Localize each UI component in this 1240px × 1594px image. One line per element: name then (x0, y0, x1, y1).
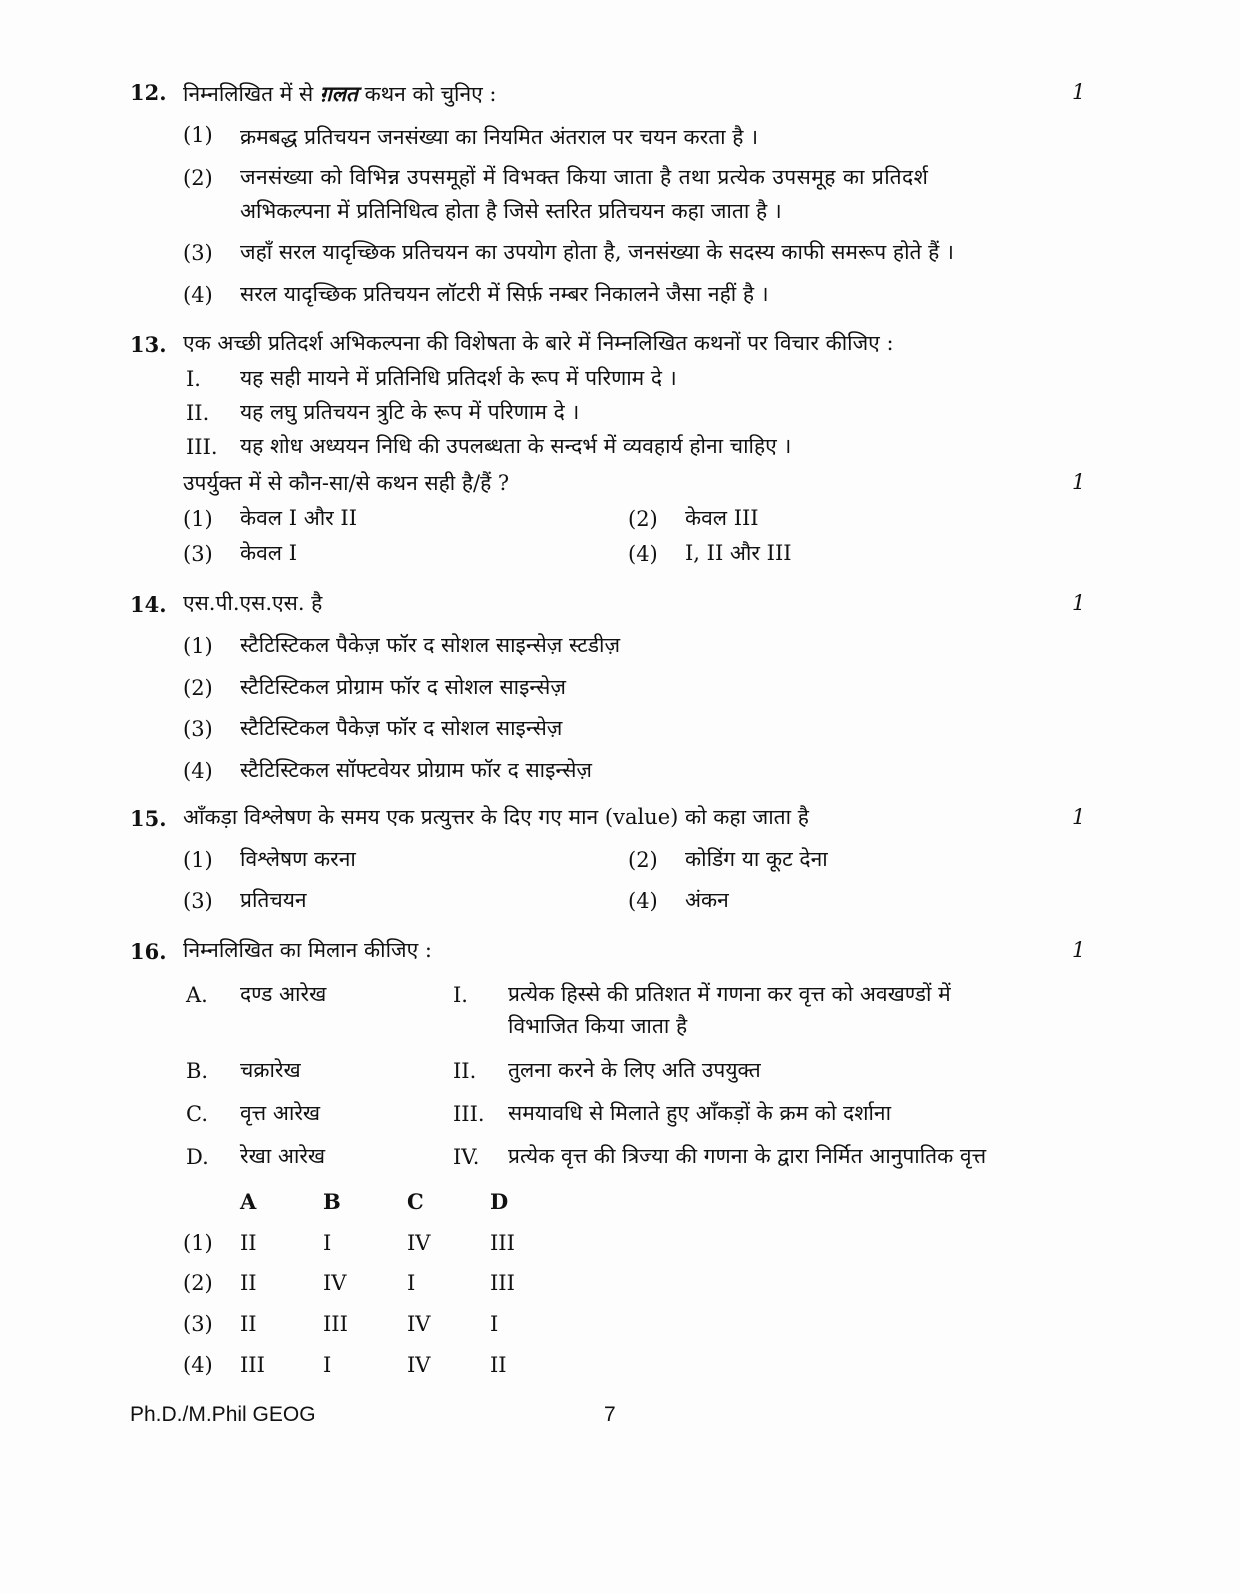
question-text: निम्नलिखित में से ग़लत कथन को चुनिए : (183, 81, 497, 106)
option-text: स्टैटिस्टिकल प्रोग्राम फॉर द सोशल साइन्सेज़ (240, 675, 566, 699)
statement-text: यह शोध अध्ययन निधि की उपलब्धता के सन्दर्भ में व्यवहार्य होना चाहिए । (240, 434, 792, 458)
option-text: प्रतिचयन (240, 888, 307, 912)
marks: 1 (1072, 938, 1086, 962)
statement-number: I. (186, 367, 201, 391)
option-number: (4) (183, 759, 213, 783)
question-text: निम्नलिखित का मिलान कीजिए : (183, 938, 432, 962)
statement-text: यह लघु प्रतिचयन त्रुटि के रूप में परिणाम दे । (240, 400, 580, 424)
list-2-item: प्रत्येक हिस्से की प्रतिशत में गणना कर वृत्त को अवखण्डों में (508, 982, 951, 1006)
table-cell: I (490, 1312, 499, 1336)
option-number: (2) (628, 848, 658, 872)
list-1-item: दण्ड आरेख (240, 982, 327, 1006)
list-2-item: तुलना करने के लिए अति उपयुक्त (508, 1058, 761, 1082)
option-number: (4) (183, 283, 213, 307)
list-2-item: प्रत्येक वृत्त की त्रिज्या की गणना के द्वारा निर्मित आनुपातिक वृत्त (508, 1144, 987, 1168)
list-2-label: I. (453, 983, 468, 1007)
table-cell: I (323, 1353, 332, 1377)
statement-number: II. (186, 401, 210, 425)
page-number: 7 (604, 1403, 616, 1426)
option-number: (4) (628, 542, 658, 566)
table-cell: II (240, 1312, 257, 1336)
marks: 1 (1072, 591, 1086, 615)
table-header: A (240, 1189, 257, 1214)
option-text: अंकन (685, 888, 729, 912)
option-number: (1) (183, 123, 213, 147)
table-cell: III (490, 1271, 515, 1295)
option-number: (4) (628, 889, 658, 913)
row-number: (2) (183, 1271, 213, 1295)
option-text: केवल I (240, 541, 298, 565)
emphasis-text: ग़लत (319, 81, 358, 106)
option-text-continued: अभिकल्पना में प्रतिनिधित्व होता है जिसे स्तरित प्रतिचयन कहा जाता है । (240, 199, 782, 223)
list-2-label: III. (453, 1102, 485, 1126)
table-cell: IV (407, 1353, 431, 1377)
option-text: सरल यादृच्छिक प्रतिचयन लॉटरी में सिर्फ़ नम्बर निकालने जैसा नहीं है । (240, 282, 769, 306)
table-cell: III (490, 1231, 515, 1255)
list-1-item: वृत्त आरेख (240, 1101, 321, 1125)
list-1-label: D. (186, 1145, 209, 1169)
question-number: 16. (130, 939, 167, 964)
option-number: (1) (183, 507, 213, 531)
list-2-item: समयावधि से मिलाते हुए आँकड़ों के क्रम को दर्शाना (508, 1101, 892, 1125)
option-number: (2) (183, 166, 213, 190)
option-number: (1) (183, 634, 213, 658)
option-text: कोडिंग या कूट देना (685, 847, 828, 871)
table-header: B (323, 1189, 341, 1214)
table-cell: IV (407, 1231, 431, 1255)
option-text: स्टैटिस्टिकल सॉफ्टवेयर प्रोग्राम फॉर द साइन्सेज़ (240, 758, 592, 782)
list-2-item-continued: विभाजित किया जाता है (508, 1014, 688, 1038)
list-1-item: चक्रारेख (240, 1058, 301, 1082)
option-text: स्टैटिस्टिकल पैकेज़ फॉर द सोशल साइन्सेज़ स्टडीज़ (240, 633, 621, 657)
list-1-label: C. (186, 1102, 208, 1126)
option-text: केवल III (685, 506, 759, 530)
question-text: एस.पी.एस.एस. है (183, 591, 323, 615)
question-text: आँकड़ा विश्लेषण के समय एक प्रत्युत्तर के दिए गए मान (value) को कहा जाता है (183, 805, 809, 829)
option-text: केवल I और II (240, 506, 358, 530)
option-number: (1) (183, 848, 213, 872)
row-number: (1) (183, 1231, 213, 1255)
question-number: 14. (130, 592, 167, 617)
table-cell: III (323, 1312, 348, 1336)
table-cell: I (323, 1231, 332, 1255)
statement-number: III. (186, 435, 218, 459)
option-text: स्टैटिस्टिकल पैकेज़ फॉर द सोशल साइन्सेज़ (240, 716, 563, 740)
table-header: C (407, 1189, 424, 1214)
paper-code: Ph.D./M.Phil GEOG (130, 1403, 316, 1426)
option-number: (2) (183, 676, 213, 700)
row-number: (4) (183, 1353, 213, 1377)
option-text: क्रमबद्ध प्रतिचयन जनसंख्या का नियमित अंतराल पर चयन करता है । (240, 125, 759, 149)
option-text: जनसंख्या को विभिन्न उपसमूहों में विभक्त किया जाता है तथा प्रत्येक उपसमूह का प्रतिदर्श (240, 165, 929, 189)
option-text: I, II और III (685, 541, 792, 565)
option-number: (3) (183, 889, 213, 913)
option-text: जहाँ सरल यादृच्छिक प्रतिचयन का उपयोग होता है, जनसंख्या के सदस्य काफी समरूप होते हैं । (240, 240, 954, 264)
question-number: 13. (130, 332, 167, 357)
option-number: (2) (628, 507, 658, 531)
option-text: विश्लेषण करना (240, 847, 356, 871)
table-cell: II (240, 1231, 257, 1255)
question-number: 12. (130, 80, 167, 105)
marks: 1 (1072, 80, 1086, 104)
table-cell: IV (407, 1312, 431, 1336)
option-number: (3) (183, 717, 213, 741)
list-2-label: II. (453, 1059, 477, 1083)
statement-text: यह सही मायने में प्रतिनिधि प्रतिदर्श के रूप में परिणाम दे । (240, 366, 677, 390)
question-text: एक अच्छी प्रतिदर्श अभिकल्पना की विशेषता के बारे में निम्नलिखित कथनों पर विचार कीजिए : (183, 331, 894, 355)
table-cell: III (240, 1353, 265, 1377)
table-cell: II (490, 1353, 507, 1377)
table-cell: I (407, 1271, 416, 1295)
marks: 1 (1072, 470, 1086, 494)
table-cell: II (240, 1271, 257, 1295)
list-1-item: रेखा आरेख (240, 1144, 326, 1168)
question-number: 15. (130, 806, 167, 831)
marks: 1 (1072, 805, 1086, 829)
table-header: D (490, 1189, 509, 1214)
option-number: (3) (183, 241, 213, 265)
list-1-label: A. (186, 983, 208, 1007)
table-cell: IV (323, 1271, 347, 1295)
row-number: (3) (183, 1312, 213, 1336)
option-number: (3) (183, 542, 213, 566)
question-prompt: उपर्युक्त में से कौन-सा/से कथन सही है/हैं ? (183, 471, 510, 495)
list-2-label: IV. (453, 1145, 480, 1169)
list-1-label: B. (186, 1059, 209, 1083)
